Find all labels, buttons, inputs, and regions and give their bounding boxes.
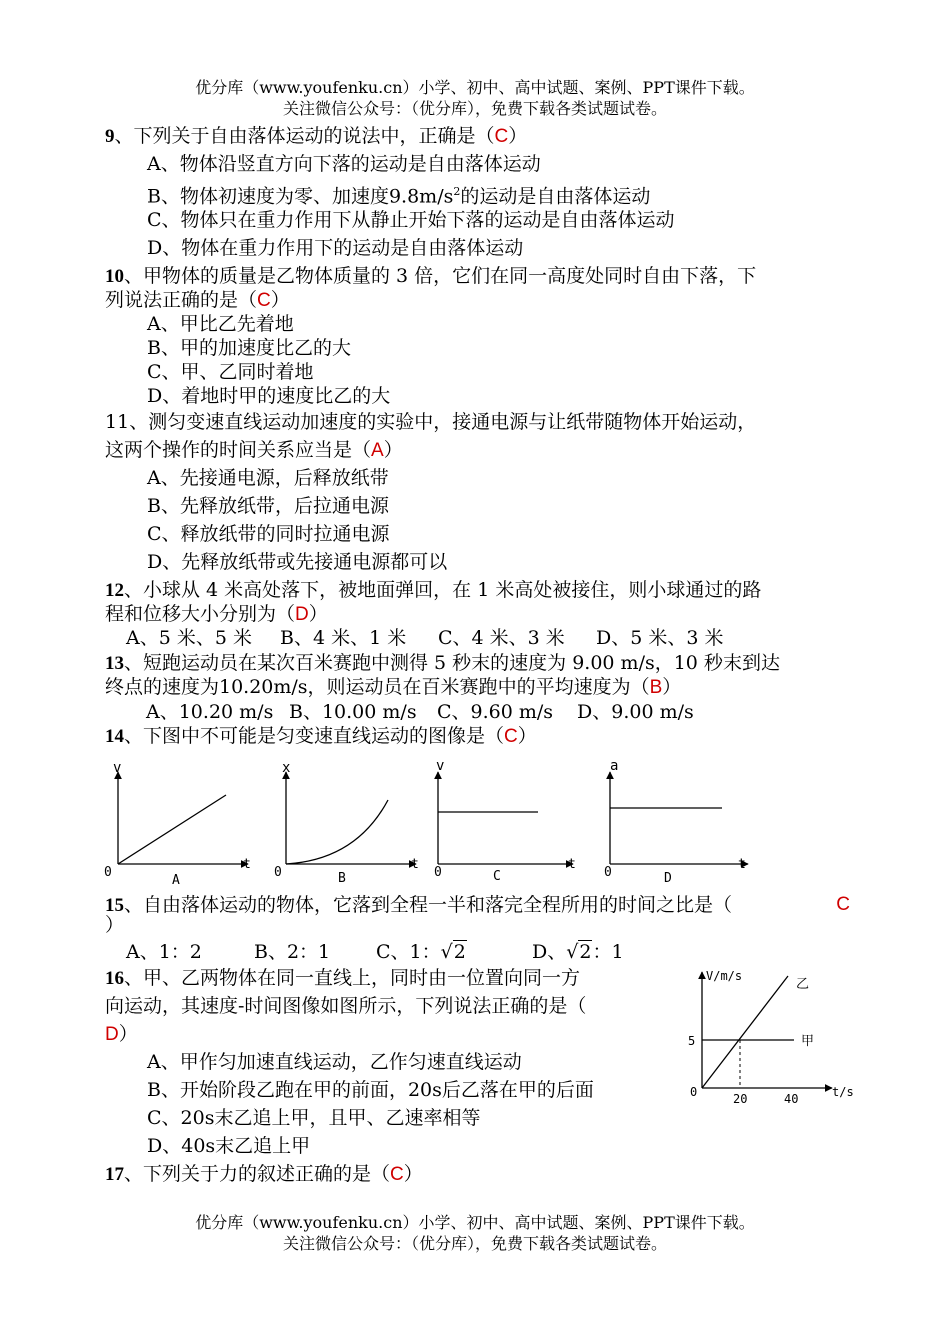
option: D、40s末乙追上甲: [147, 1135, 311, 1157]
question-number: 12: [105, 580, 124, 601]
graph-d: [604, 758, 748, 886]
option: B、开始阶段乙跑在甲的前面，20s后乙落在甲的后面: [147, 1079, 594, 1101]
option: C、甲、乙同时着地: [147, 361, 314, 383]
question-number: 15: [105, 895, 124, 916]
question-17: 17、下列关于力的叙述正确的是（C）: [105, 1163, 423, 1185]
svg-text:t: t: [568, 857, 576, 872]
svg-text:V/m/s: V/m/s: [706, 969, 743, 983]
svg-text:5: 5: [688, 1034, 696, 1048]
option: D、物体在重力作用下的运动是自由落体运动: [147, 237, 524, 259]
svg-text:40: 40: [784, 1092, 799, 1106]
option: A、10.20 m/s: [146, 701, 274, 723]
option: D、√2：1: [532, 941, 624, 963]
answer: C: [836, 894, 850, 915]
answer: D: [295, 604, 309, 625]
graph-a: [104, 760, 251, 887]
question-text: 、小球从 4 米高处落下，被地面弹回，在 1 米高处被接住，则小球通过的路: [124, 579, 762, 601]
question-answer-line: D）: [105, 1023, 138, 1045]
svg-text:0: 0: [690, 1085, 698, 1099]
option: C、1：√2: [376, 941, 466, 963]
vt-graph: [680, 960, 860, 1108]
answer: C: [257, 290, 271, 311]
answer: D: [105, 1024, 119, 1045]
question-number: 13: [105, 653, 124, 674]
options-row: [126, 626, 724, 650]
question-15: [105, 893, 850, 918]
option: B、甲的加速度比乙的大: [147, 337, 351, 359]
question-text: 、下列关于力的叙述正确的是（: [124, 1163, 391, 1185]
option: A、甲比乙先着地: [147, 313, 294, 335]
answer: C: [504, 726, 518, 747]
option: A、1：2: [126, 941, 202, 963]
svg-text:t: t: [738, 857, 746, 872]
option: D、9.00 m/s: [577, 701, 694, 723]
footer-line-1: 优分库（www.youfenku.cn）小学、初中、高中试题、案例、PPT课件下载。: [195, 1213, 755, 1232]
motion-graphs: [98, 752, 758, 887]
svg-text:0: 0: [434, 865, 442, 880]
question-14: 14、下图中不可能是匀变速直线运动的图像是（C）: [105, 725, 537, 747]
question-text: 、下图中不可能是匀变速直线运动的图像是（: [124, 725, 505, 747]
question-text: 、测匀变速直线运动加速度的实验中，接通电源与让纸带随物体开始运动，: [129, 411, 757, 433]
question-text-cont: 列说法正确的是（C）: [105, 289, 290, 311]
graph-b-curve: [286, 800, 388, 864]
option: B、10.00 m/s: [289, 701, 417, 723]
option: B、4 米、1 米: [280, 627, 407, 649]
question-number: 11: [105, 411, 130, 433]
svg-text:20: 20: [733, 1092, 748, 1106]
svg-text:a: a: [610, 758, 619, 774]
svg-text:C: C: [493, 869, 501, 884]
answer: C: [494, 126, 509, 147]
header-line-1: 优分库（www.youfenku.cn）小学、初中、高中试题、案例、PPT课件下载。: [195, 78, 755, 97]
question-11: [105, 410, 756, 434]
question-number: 9: [105, 126, 115, 147]
option: B、物体初速度为零、加速度$9.8m/s^2$的运动是自由落体运动: [147, 185, 651, 208]
question-16: [105, 966, 580, 991]
answer: B: [649, 677, 663, 698]
question-text: 、甲物体的质量是乙物体质量的 3 倍，它们在同一高度处同时自由下落，下: [124, 265, 757, 287]
svg-text:乙: 乙: [796, 977, 810, 992]
option: A、物体沿竖直方向下落的运动是自由落体运动: [147, 153, 541, 175]
option: B、2：1: [254, 941, 331, 963]
option: C、物体只在重力作用下从静止开始下落的运动是自由落体运动: [147, 209, 675, 231]
options-row: [126, 940, 624, 964]
option: A、先接通电源，后释放纸带: [147, 467, 389, 489]
line-yi: [702, 976, 788, 1088]
header-line-2: 关注微信公众号：（优分库），免费下载各类试题试卷。: [282, 99, 667, 118]
svg-text:0: 0: [274, 865, 282, 880]
graph-a-line: [118, 795, 226, 864]
question-text-cont: 程和位移大小分别为（D）: [105, 603, 328, 625]
option: C、4 米、3 米: [438, 627, 565, 649]
option: D、着地时甲的速度比乙的大: [147, 385, 391, 407]
svg-text:t/s: t/s: [832, 1085, 854, 1099]
question-text: 、自由落体运动的物体，它落到全程一半和落完全程所用的时间之比是（: [124, 894, 733, 916]
svg-text:v: v: [113, 760, 122, 776]
question-number: 10: [105, 266, 124, 287]
svg-text:B: B: [338, 871, 346, 886]
option: C、释放纸带的同时拉通电源: [147, 523, 390, 545]
svg-text:甲: 甲: [801, 1034, 815, 1049]
question-text: 、下列关于自由落体运动的说法中，正确是（: [114, 125, 495, 147]
svg-text:x: x: [282, 760, 291, 776]
option: C、20s末乙追上甲，且甲、乙速率相等: [147, 1107, 481, 1129]
option: A、甲作匀加速直线运动，乙作匀速直线运动: [147, 1051, 522, 1073]
question-text-cont: 向运动，其速度-时间图像如图所示，下列说法正确的是（: [105, 995, 587, 1017]
question-text: 、短跑运动员在某次百米赛跑中测得 5 秒末的速度为 9.00 m/s，10 秒末到达: [124, 652, 780, 674]
question-text-cont: 终点的速度为10.20m/s，则运动员在百米赛跑中的平均速度为（B）: [105, 676, 682, 698]
question-text: 、甲、乙两物体在同一直线上，同时由一位置向同一方: [124, 967, 581, 989]
option: D、5 米、3 米: [596, 627, 724, 649]
question-13: [105, 651, 780, 676]
question-10: [105, 264, 756, 289]
svg-text:D: D: [664, 871, 672, 886]
options-row: [146, 700, 694, 724]
graph-b: [274, 760, 419, 886]
svg-text:0: 0: [104, 865, 112, 880]
question-close: ）: [105, 914, 125, 936]
question-12: [105, 578, 761, 603]
svg-text:t: t: [243, 857, 251, 872]
question-text-cont: 这两个操作的时间关系应当是（A）: [105, 439, 403, 461]
answer: C: [390, 1164, 404, 1185]
question-number: 17: [105, 1164, 124, 1185]
footer-line-2: 关注微信公众号：（优分库），免费下载各类试题试卷。: [282, 1234, 667, 1253]
graph-c: [434, 758, 576, 884]
question-9: 9、下列关于自由落体运动的说法中，正确是（C）: [105, 125, 528, 147]
svg-text:v: v: [436, 758, 445, 774]
option: C、9.60 m/s: [437, 701, 554, 723]
question-number: 16: [105, 968, 124, 989]
option: D、先释放纸带或先接通电源都可以: [147, 551, 448, 573]
svg-text:t: t: [411, 857, 419, 872]
option: B、先释放纸带，后拉通电源: [147, 495, 389, 517]
option: A、5 米、5 米: [126, 627, 252, 649]
answer: A: [371, 440, 384, 461]
svg-text:A: A: [172, 873, 180, 887]
question-number: 14: [105, 726, 124, 747]
svg-text:0: 0: [604, 865, 612, 880]
